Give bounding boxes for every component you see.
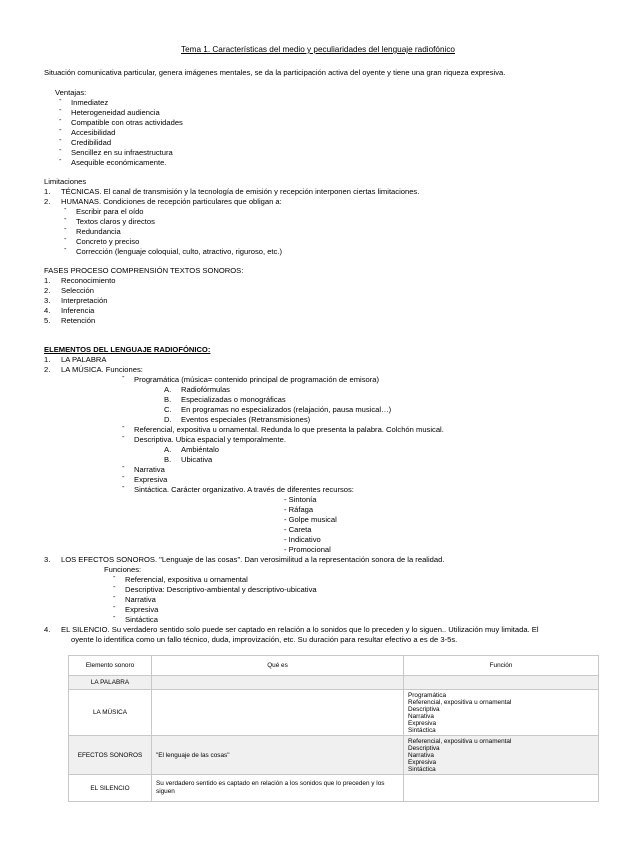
programatica-item: En programas no especializados (relajación, pausa musical…) (181, 405, 392, 414)
funcion-line: Descriptiva (408, 705, 440, 713)
list-letter: A. (164, 445, 172, 454)
funcion-line: Sintáctica (408, 765, 436, 773)
recurso-item: - Careta (284, 525, 312, 534)
table-cell-funcion (404, 736, 599, 775)
funcion-line: Expresiva (408, 719, 437, 727)
musica-referencial: ‐ Referencial, expositiva u ornamental. Redunda lo que presenta la palabra. Colchón musical. (134, 425, 444, 435)
funcion-line: Narrativa (408, 751, 434, 759)
list-number: 4. (44, 625, 51, 634)
table-cell-que: Su verdadero sentido es captado en relación a los sonidos que lo preceden y los siguen (152, 775, 404, 802)
descriptiva-item: Ubicativa (181, 455, 213, 464)
elementos-table (68, 655, 599, 802)
descriptiva-item: Ambiéntalo (181, 445, 219, 454)
recurso-item: - Sintonía (284, 495, 317, 504)
funcion-line: Expresiva (408, 758, 437, 766)
ventaja-item: ‐ Asequible económicamente. (71, 158, 166, 168)
ventaja-item: ‐ Accesibilidad (71, 128, 115, 138)
list-number: 2. (44, 197, 51, 206)
table-cell-que (152, 676, 404, 690)
table-header-cell: Elemento sonoro (69, 656, 152, 676)
musica-programatica: ‐ Programática (música= contenido principal de programación de emisora) (134, 375, 379, 385)
list-number: 3. (44, 555, 51, 564)
intro-paragraph: Situación comunicativa particular, genera imágenes mentales, se da la participación activa del oyente y tiene una gran riqueza expresiva. (44, 68, 506, 77)
list-letter: B. (164, 395, 172, 404)
list-letter: A. (164, 385, 172, 394)
musica-expresiva: ‐ Expresiva (134, 475, 167, 485)
document-title: Tema 1. Características del medio y peculiaridades del lenguaje radiofónico (181, 45, 455, 54)
ventaja-item: ‐ Heterogeneidad audiencia (71, 108, 160, 118)
table-cell-que (152, 690, 404, 736)
efectos-item: ‐ Referencial, expositiva u ornamental (125, 575, 248, 585)
table-header-row (69, 656, 599, 676)
limitacion-tecnicas: TÉCNICAS. El canal de transmisión y la tecnología de emisión y recepción interponen ciertas limitaciones. (61, 187, 420, 196)
programatica-item: Eventos especiales (Retransmisiones) (181, 415, 311, 424)
table-cell-que: "El lenguaje de las cosas" (152, 736, 404, 775)
funcion-line: Referencial, expositiva u ornamental (408, 737, 512, 745)
musica-narrativa: ‐ Narrativa (134, 465, 165, 475)
list-number: 5. (44, 316, 51, 325)
fase-item: Retención (61, 316, 96, 325)
limitacion-humanas: HUMANAS. Condiciones de recepción particulares que obligan a: (61, 197, 282, 206)
limitaciones-heading: Limitaciones (44, 177, 87, 186)
funcion-line: Sintáctica (408, 726, 436, 734)
efectos-item: ‐ Narrativa (125, 595, 156, 605)
table-cell-elemento: EL SILENCIO (69, 775, 152, 802)
list-number: 1. (44, 355, 51, 364)
table-cell-elemento: LA PALABRA (69, 676, 152, 690)
ventajas-heading: Ventajas: (55, 88, 87, 97)
list-number: 2. (44, 286, 51, 295)
list-letter: D. (164, 415, 172, 424)
recurso-item: - Golpe musical (284, 515, 337, 524)
funcion-line: Referencial, expositiva u ornamental (408, 698, 512, 706)
musica-descriptiva: ‐ Descriptiva. Ubica espacial y temporalmente. (134, 435, 286, 445)
recurso-item: - Indicativo (284, 535, 321, 544)
efectos-item: ‐ Descriptiva: Descriptivo-ambiental y descriptivo-ubicativa (125, 585, 317, 595)
limitacion-sub-item: ‐ Textos claros y directos (76, 217, 155, 227)
table-cell-funcion (404, 676, 599, 690)
table-row (69, 690, 599, 736)
table-header-cell: Qué es (152, 656, 404, 676)
elemento-palabra: LA PALABRA (61, 355, 107, 364)
funcion-line: Narrativa (408, 712, 434, 720)
list-letter: B. (164, 455, 172, 464)
efectos-item: ‐ Expresiva (125, 605, 158, 615)
funcion-line: Descriptiva (408, 744, 440, 752)
list-number: 3. (44, 296, 51, 305)
elemento-silencio-cont: oyente lo identifica como un fallo técnico, duda, improvización, etc. Su duración para resultar efectivo a es de 3-5s. (71, 635, 458, 644)
table-cell-elemento: LA MÚSICA (69, 690, 152, 736)
list-number: 2. (44, 365, 51, 374)
fases-heading: FASES PROCESO COMPRENSIÓN TEXTOS SONOROS: (44, 266, 244, 275)
programatica-item: Radiofórmulas (181, 385, 230, 394)
fase-item: Reconocimiento (61, 276, 116, 285)
table-row (69, 736, 599, 775)
table-cell-funcion (404, 775, 599, 802)
fase-item: Interpretación (61, 296, 108, 305)
list-number: 4. (44, 306, 51, 315)
programatica-item: Especializadas o monográficas (181, 395, 286, 404)
ventaja-item: ‐ Sencillez en su infraestructura (71, 148, 173, 158)
fase-item: Inferencia (61, 306, 95, 315)
ventaja-item: ‐ Credibilidad (71, 138, 111, 148)
list-number: 1. (44, 187, 51, 196)
limitacion-sub-item: ‐ Escribir para el oído (76, 207, 144, 217)
table-cell-funcion (404, 690, 599, 736)
table-header-cell: Función (404, 656, 599, 676)
ventaja-item: ‐ Inmediatez (71, 98, 108, 108)
list-number: 1. (44, 276, 51, 285)
efectos-item: ‐ Sintáctica (125, 615, 158, 625)
efectos-funciones-label: Funciones: (104, 565, 142, 574)
ventaja-item: ‐ Compatible con otras actividades (71, 118, 183, 128)
fase-item: Selección (61, 286, 94, 295)
table-cell-elemento: EFECTOS SONOROS (69, 736, 152, 775)
elemento-efectos-sonoros: LOS EFECTOS SONOROS. "Lenguaje de las cosas". Dan verosimilitud a la representación sonora de la realidad. (61, 555, 445, 564)
limitacion-sub-item: ‐ Concreto y preciso (76, 237, 139, 247)
musica-sintactica: ‐ Sintáctica. Carácter organizativo. A través de diferentes recursos: (134, 485, 354, 495)
table-row (69, 775, 599, 802)
limitacion-sub-item: ‐ Corrección (lenguaje coloquial, culto, atractivo, riguroso, etc.) (76, 247, 282, 257)
elementos-heading: ELEMENTOS DEL LENGUAJE RADIOFÓNICO: (44, 345, 211, 354)
elemento-silencio: EL SILENCIO. Su verdadero sentido solo puede ser captado en relación a lo sonidos que lo preceden y lo siguen.. Utilización muy limitada. El (61, 625, 539, 634)
funcion-line: Programática (408, 691, 447, 699)
recurso-item: - Promocional (284, 545, 331, 554)
recurso-item: - Ráfaga (284, 505, 314, 514)
limitacion-sub-item: ‐ Redundancia (76, 227, 121, 237)
elemento-musica: LA MÚSICA. Funciones: (61, 365, 143, 374)
list-letter: C. (164, 405, 172, 414)
table-row (69, 676, 599, 690)
